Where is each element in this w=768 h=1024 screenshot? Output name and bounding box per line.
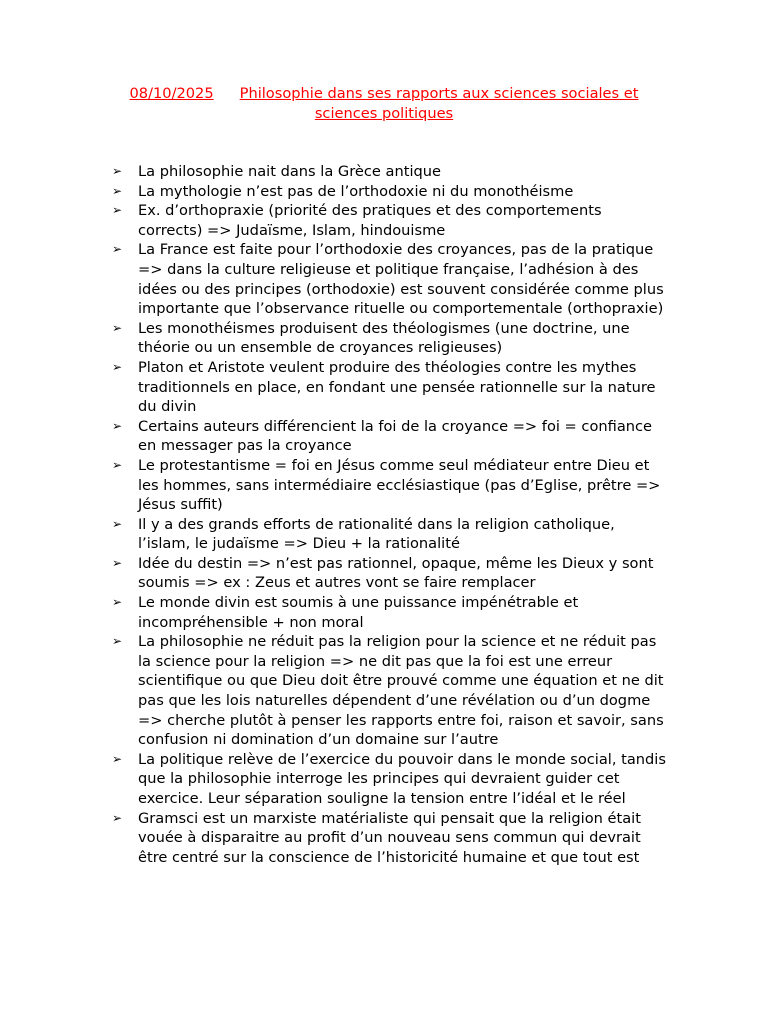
bullet-list [110, 162, 670, 867]
arrow-bullet-icon: ➢ [112, 418, 123, 433]
bullet-item [110, 632, 670, 750]
arrow-bullet-icon: ➢ [112, 555, 123, 570]
bullet-item [110, 750, 670, 809]
document-title [100, 84, 668, 124]
bullet-item [110, 319, 670, 358]
bullet-item [110, 417, 670, 456]
arrow-bullet-icon: ➢ [112, 810, 123, 825]
bullet-item [110, 515, 670, 554]
bullet-text: La France est faite pour l’orthodoxie des croyances, pas de la pratique => dans la culture religieuse et politique française, l’adhésion à des idées ou des principes (orthodoxie) est souvent considérée comme plus importante que l’observance rituelle ou comportementale (orthopraxie) [138, 241, 664, 318]
arrow-bullet-icon: ➢ [112, 359, 123, 374]
bullet-item [110, 358, 670, 417]
arrow-bullet-icon: ➢ [112, 595, 123, 610]
title-line-1: Philosophie dans ses rapports aux sciences sociales et [239, 85, 639, 102]
bullet-text: La philosophie nait dans la Grèce antique [138, 163, 441, 180]
bullet-text: Il y a des grands efforts de rationalité dans la religion catholique, l’islam, le judaïsme => Dieu + la rationalité [138, 515, 615, 553]
date-label: 08/10/2025 [129, 85, 214, 102]
bullet-item [110, 554, 670, 593]
bullet-item [110, 201, 670, 240]
bullet-text: Le protestantisme = foi en Jésus comme seul médiateur entre Dieu et les hommes, sans intermédiaire ecclésiastique (pas d’Eglise, prêtre => Jésus suffit) [138, 456, 661, 514]
arrow-bullet-icon: ➢ [112, 242, 123, 257]
bullet-text: La philosophie ne réduit pas la religion pour la science et ne réduit pas la science pour la religion => ne dit pas que la foi est une erreur scientifique ou que Dieu doit être prouvé comme une équation et ne dit pas que les lois naturelles dépendent d’une révélation ou d’un dogme => cherche plutôt à penser les rapports entre foi, raison et savoir, sans confusion ni domination d’un domaine sur l’autre [138, 633, 664, 749]
bullet-text: Platon et Aristote veulent produire des théologies contre les mythes traditionnels en place, en fondant une pensée rationnelle sur la nature du divin [138, 358, 656, 416]
bullet-item [110, 456, 670, 515]
bullet-item [110, 240, 670, 318]
bullet-text: La mythologie n’est pas de l’orthodoxie ni du monothéisme [138, 182, 574, 200]
arrow-bullet-icon: ➢ [112, 320, 123, 335]
bullet-text: Certains auteurs différencient la foi de la croyance => foi = confiance en messager pas la croyance [138, 417, 653, 455]
arrow-bullet-icon: ➢ [112, 457, 123, 472]
bullet-item [110, 162, 670, 182]
bullet-text: Idée du destin => n’est pas rationnel, opaque, même les Dieux y sont soumis => ex : Zeus et autres vont se faire remplacer [138, 554, 654, 592]
bullet-item [110, 593, 670, 632]
arrow-bullet-icon: ➢ [112, 634, 123, 649]
bullet-item [110, 182, 670, 202]
arrow-bullet-icon: ➢ [112, 516, 123, 531]
bullet-text: La politique relève de l’exercice du pouvoir dans le monde social, tandis que la philosophie interroge les principes qui devraient guider cet exercice. Leur séparation souligne la tension entre l’idéal et le réel [138, 750, 666, 807]
bullet-text: Le monde divin est soumis à une puissance impénétrable et incompréhensible + non moral [138, 594, 579, 631]
bullet-item [110, 809, 670, 868]
arrow-bullet-icon: ➢ [112, 751, 123, 766]
title-line-2: sciences politiques [314, 105, 454, 122]
arrow-bullet-icon: ➢ [112, 183, 123, 198]
arrow-bullet-icon: ➢ [112, 203, 123, 218]
bullet-text: Les monothéismes produisent des théologismes (une doctrine, une théorie ou un ensemble de croyances religieuses) [138, 319, 630, 357]
bullet-text: Gramsci est un marxiste matérialiste qui pensait que la religion était vouée à disparaitre au profit d’un nouveau sens commun qui devrait être centré sur la conscience de l’historicité humaine et que tout est [138, 809, 641, 866]
bullet-text: Ex. d’orthopraxie (priorité des pratiques et des comportements corrects) => Judaïsme, Islam, hindouisme [138, 202, 602, 239]
arrow-bullet-icon: ➢ [112, 164, 123, 178]
